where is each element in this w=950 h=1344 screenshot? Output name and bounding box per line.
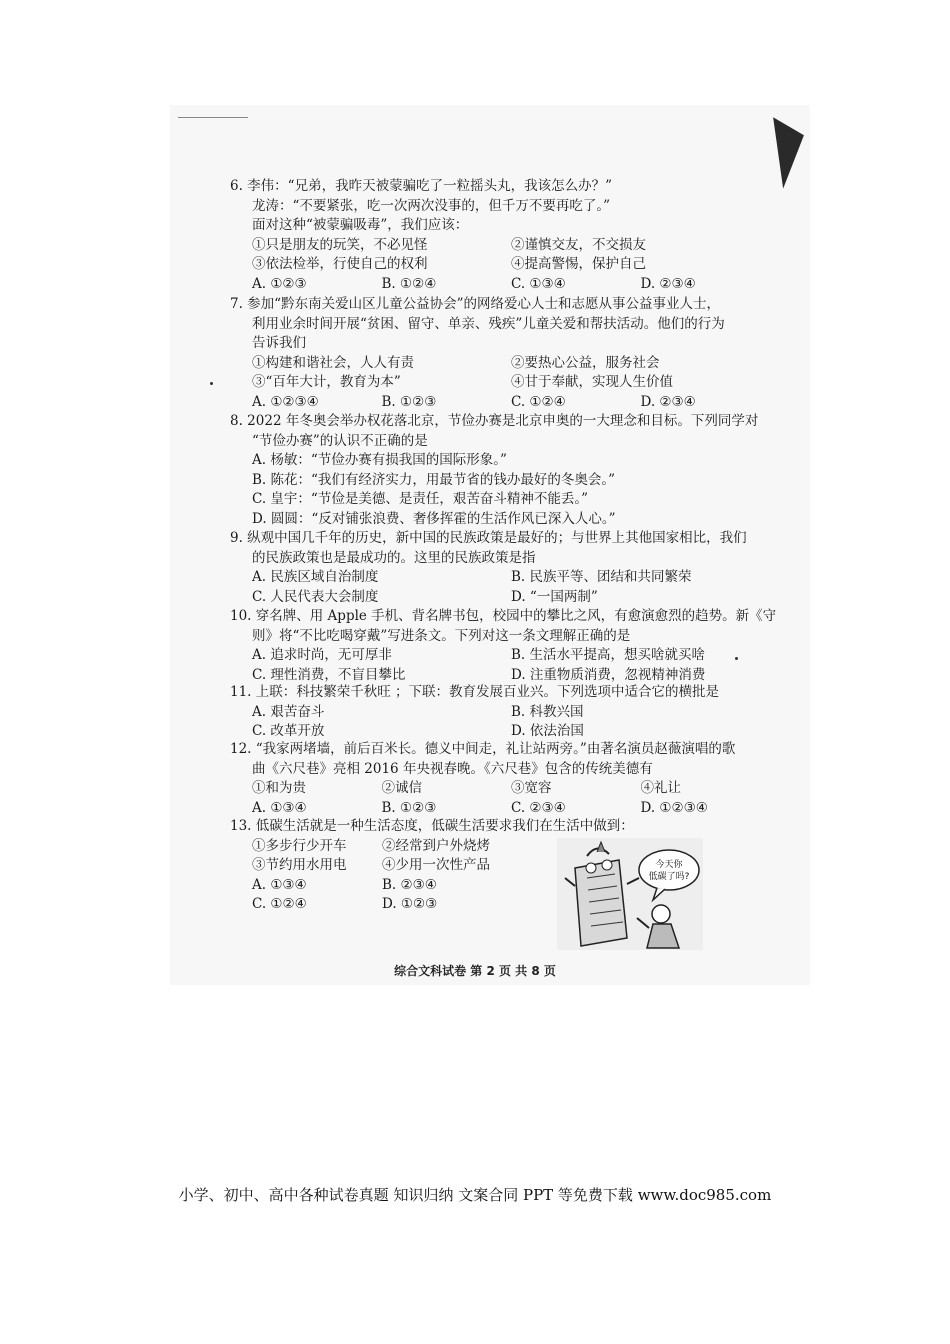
- q13-option: ④少用一次性产品: [382, 857, 490, 873]
- q7-line: 利用业余时间开展“贫困、留守、单亲、残疾”儿童关爱和帮扶活动。他们的行为: [252, 315, 725, 332]
- q13-choice-c: C. ①②④: [252, 896, 307, 912]
- question-7: [230, 295, 770, 412]
- q6-option: ④提高警惕，保护自己: [511, 256, 646, 272]
- q13-choice-b: B. ②③④: [382, 876, 437, 893]
- q12-choice-a: A. ①③④: [252, 799, 307, 816]
- q12-item: ②诚信: [381, 780, 422, 796]
- q10-line: 则》将“不比吃喝穿戴”写进条文。下列对这一条文理解正确的是: [252, 627, 631, 644]
- q7-option: ②要热心公益，服务社会: [511, 354, 660, 371]
- q6-line: 龙涛：“不要紧张，吃一次两次没事的，但千万不要再吃了。”: [252, 197, 611, 214]
- question-11: [230, 683, 770, 742]
- q11-option-c: C. 改革开放: [252, 723, 325, 739]
- q11-option-a: A. 艰苦奋斗: [252, 703, 325, 720]
- q7-choice-c: C. ①②④: [511, 393, 566, 410]
- bubble-line-2: 低碳了吗?: [648, 872, 690, 882]
- bubble-line-1: 今天你: [655, 860, 683, 870]
- q8-option-d: D. 圆圆：“反对铺张浪费、奢侈挥霍的生活作风已深入人心。”: [252, 510, 616, 527]
- q6-choice-c: C. ①③④: [511, 275, 566, 292]
- q11-line: 11. 上联：科技繁荣千秋旺 ；下联：教育发展百业兴。下列选项中适合它的横批是: [230, 684, 720, 700]
- low-carbon-cartoon: [557, 838, 703, 950]
- q13-option: ②经常到户外烧烤: [382, 837, 490, 854]
- q12-choice-b: B. ①②③: [381, 799, 437, 816]
- q9-line: 的民族政策也是最成功的。这里的民族政策是指: [252, 549, 536, 566]
- q8-line: “节俭办赛”的认识不正确的是: [252, 432, 428, 449]
- site-download-footer: 小学、初中、高中各种试卷真题 知识归纳 文案合同 PPT 等免费下载 www.doc985.com: [178, 1186, 772, 1204]
- q8-option-b: B. 陈花：“我们有经济实力，用最节省的钱办最好的冬奥会。”: [252, 471, 616, 488]
- q13-line: 13. 低碳生活就是一种生活态度，低碳生活要求我们在生活中做到：: [230, 818, 634, 834]
- scan-speck: [210, 382, 213, 385]
- question-12: [230, 740, 770, 818]
- question-6: [230, 177, 770, 294]
- q11-option-b: B. 科教兴国: [511, 703, 584, 720]
- exam-page-footer: 综合文科试卷 第 2 页 共 8 页: [394, 964, 556, 978]
- q8-option-a: A. 杨敏：“节俭办赛有损我国的国际形象。”: [252, 452, 507, 468]
- q12-item: ③宽容: [511, 780, 552, 796]
- q7-choice-d: D. ②③④: [640, 393, 696, 410]
- q10-option-d: D. 注重物质消费，忽视精神消费: [511, 666, 706, 683]
- q7-line: 7. 参加“黔东南关爱山区儿童公益协会”的网络爱心人士和志愿从事公益事业人士，: [230, 296, 720, 312]
- q9-option-b: B. 民族平等、团结和共同繁荣: [511, 569, 692, 585]
- q13-choice-d: D. ①②③: [382, 896, 438, 912]
- q7-option: ④甘于奉献，实现人生价值: [511, 374, 673, 390]
- q12-line: 12. “我家两堵墙，前后百米长。德义中间走，礼让站两旁。”由著名演员赵薇演唱的歌: [230, 741, 736, 757]
- q10-option-b: B. 生活水平提高，想买啥就买啥: [511, 647, 706, 663]
- q7-option: ③“百年大计，教育为本”: [252, 374, 401, 390]
- q7-choice-b: B. ①②③: [381, 393, 437, 410]
- q13-choice-a: A. ①③④: [252, 876, 307, 893]
- q12-choice-c: C. ②③④: [511, 799, 566, 816]
- q6-choice-b: B. ①②④: [381, 275, 437, 292]
- question-9: [230, 529, 770, 607]
- q7-line: 告诉我们: [252, 335, 306, 351]
- q11-option-d: D. 依法治国: [511, 723, 584, 739]
- q10-option-c: C. 理性消费，不盲目攀比: [252, 666, 406, 683]
- q9-option-a: A. 民族区域自治制度: [252, 569, 379, 585]
- q6-choice-d: D. ②③④: [640, 275, 696, 292]
- q7-choice-a: A. ①②③④: [252, 393, 319, 410]
- question-10: [230, 607, 777, 685]
- q12-line: 曲《六尺巷》亮相 2016 年央视春晚。《六尺巷》包含的传统美德有: [252, 760, 653, 777]
- q13-option: ①多步行少开车: [252, 837, 347, 854]
- question-8: [230, 412, 770, 529]
- q6-option: ②谨慎交友，不交损友: [511, 236, 646, 253]
- q12-item: ①和为贵: [252, 780, 306, 796]
- q6-line: 6. 李伟：“兄弟，我昨天被蒙骗吃了一粒摇头丸，我该怎么办？”: [230, 178, 612, 194]
- q12-item: ④礼让: [640, 780, 681, 796]
- q12-choice-d: D. ①②③④: [640, 799, 708, 816]
- q8-option-c: C. 皇宇：“节俭是美德、是责任，艰苦奋斗精神不能丢。”: [252, 491, 588, 507]
- header-rule: [178, 117, 248, 118]
- q13-option: ③节约用水用电: [252, 857, 347, 873]
- q6-option: ③依法检举，行使自己的权利: [252, 256, 428, 272]
- q9-option-c: C. 人民代表大会制度: [252, 588, 379, 605]
- q6-choice-a: A. ①②③: [252, 275, 307, 292]
- q7-option: ①构建和谐社会，人人有责: [252, 354, 414, 371]
- q9-option-d: D. “一国两制”: [511, 588, 598, 605]
- q10-line: 10. 穿名牌、用 Apple 手机、背名牌书包，校园中的攀比之风，有愈演愈烈的趋势。新《守: [230, 608, 777, 624]
- q6-line: 面对这种“被蒙骗吸毒”，我们应该：: [252, 217, 469, 233]
- q10-option-a: A. 追求时尚，无可厚非: [252, 647, 392, 663]
- q9-line: 9. 纵观中国几千年的历史，新中国的民族政策是最好的；与世界上其他国家相比，我们: [230, 530, 747, 546]
- q8-line: 8. 2022 年冬奥会举办权花落北京，节俭办赛是北京申奥的一大理念和目标。下列同学对: [230, 413, 759, 429]
- q6-option: ①只是朋友的玩笑，不必见怪: [252, 236, 428, 253]
